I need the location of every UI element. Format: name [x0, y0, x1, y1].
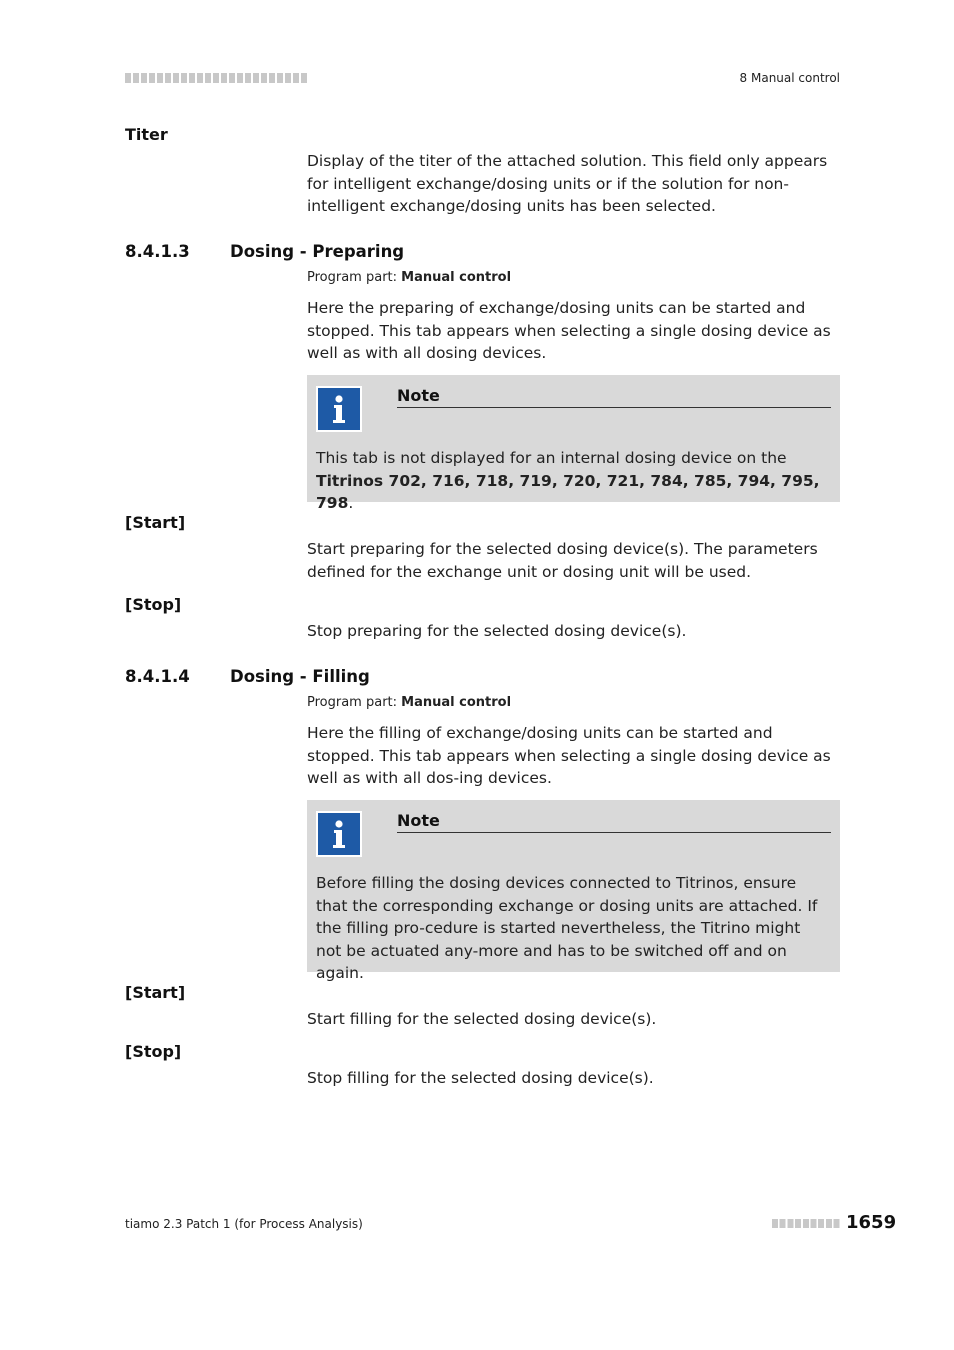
start-desc: Start preparing for the selected dosing device(s). The parameters defined for the exchange unit or dosing unit will be used. [307, 540, 818, 581]
section-intro: Here the filling of exchange/dosing units can be started and stopped. This tab appears when selecting a single dosing device as well as with all dos-ing devices. [307, 724, 831, 787]
note-heading: Note [397, 386, 831, 408]
section-title: Dosing - Filling [230, 667, 370, 686]
stop-desc: Stop preparing for the selected dosing device(s). [307, 622, 687, 640]
note-text: This tab is not displayed for an internal dosing device on the Titrinos 702, 716, 718, 719, 720, 721, 784, 785, 794, 795, 798. [316, 449, 820, 512]
header-decoration [125, 73, 307, 83]
info-icon [316, 386, 362, 432]
section-number: 8.4.1.4 [125, 667, 190, 686]
footer-product: tiamo 2.3 Patch 1 (for Process Analysis) [125, 1217, 363, 1231]
titer-term: Titer [125, 125, 168, 144]
footer-decoration [772, 1219, 840, 1228]
note-box [307, 375, 840, 512]
note-box [307, 800, 840, 982]
start-term: [Start] [125, 513, 186, 532]
page-number: 1659 [846, 1212, 897, 1233]
note-text: Before filling the dosing devices connected to Titrinos, ensure that the corresponding exchange or dosing units are attached. If the filling pro-cedure is started nevertheless, the Titrino might not be actuated any-more and has to be switched off and on again. [316, 874, 818, 982]
stop-term: [Stop] [125, 1042, 182, 1061]
note-heading: Note [397, 811, 831, 833]
program-part: Program part: Manual control [307, 270, 512, 285]
stop-term: [Stop] [125, 595, 182, 614]
info-icon [316, 811, 362, 857]
titer-desc: Display of the titer of the attached solution. This field only appears for intelligent exchange/dosing units or if the solution for non-intelligent exchange/dosing units has been selected. [307, 152, 828, 215]
section-intro: Here the preparing of exchange/dosing units can be started and stopped. This tab appears when selecting a single dosing device as well as with all dosing devices. [307, 299, 831, 362]
header-chapter: 8 Manual control [739, 71, 840, 85]
start-desc: Start filling for the selected dosing device(s). [307, 1010, 657, 1028]
program-part: Program part: Manual control [307, 695, 512, 710]
section-number: 8.4.1.3 [125, 242, 190, 261]
start-term: [Start] [125, 983, 186, 1002]
section-title: Dosing - Preparing [230, 242, 405, 261]
stop-desc: Stop filling for the selected dosing device(s). [307, 1069, 654, 1087]
